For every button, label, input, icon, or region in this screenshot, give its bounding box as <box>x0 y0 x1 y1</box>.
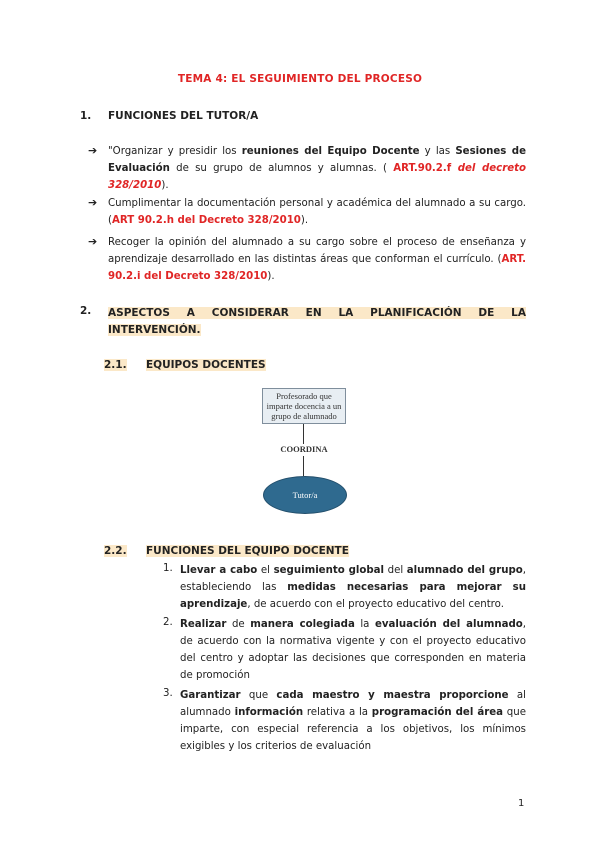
text-run: ART.90.2.f <box>393 163 452 174</box>
diagram-teachers-box: Profesorado que imparte docencia a un grupo de alumnado <box>262 388 346 424</box>
text-run: que imparte, con especial referencia a los objetivos, los mínimos exigibles y los criterios de evaluación <box>180 707 526 752</box>
arrow-bullet-icon: ➔ <box>88 144 98 157</box>
team-function-3 <box>180 687 526 755</box>
text-run: Sesiones de Evaluación <box>108 146 527 174</box>
text-run: manera colegiada <box>250 619 355 630</box>
text-run: ). <box>300 215 309 226</box>
diagram-tutor-ellipse: Tutor/a <box>263 476 347 514</box>
text-run: alumnado del grupo <box>406 565 523 576</box>
item-number: 2. <box>163 617 173 628</box>
text-run: ART. 90.2.i del Decreto 328/2010 <box>108 254 526 282</box>
text-run: Realizar <box>180 619 227 630</box>
text-run: , de acuerdo con la normativa vigente y con el proyecto educativo del centro y adoptar las decisiones que corresponden en materia de promoción <box>180 619 526 681</box>
text-run: Recoger la opinión del alumnado a su cargo sobre el proceso de enseñanza y aprendizaje desarrollado en las distintas áreas que conforman el currículo. ( <box>108 237 526 265</box>
text-run: seguimiento global <box>273 565 385 576</box>
tutor-function-3 <box>108 234 526 285</box>
subsection-2-1-heading: EQUIPOS DOCENTES <box>146 359 266 371</box>
text-run: al alumnado <box>180 690 526 718</box>
text-run: del decreto 328/2010 <box>108 163 526 191</box>
tutor-function-2 <box>108 195 526 229</box>
section-1-number: 1. <box>80 110 92 122</box>
text-run: evaluación del alumnado <box>374 619 523 630</box>
arrow-bullet-icon: ➔ <box>88 235 98 248</box>
team-function-1 <box>180 562 526 613</box>
text-run: ). <box>267 271 275 282</box>
text-run: y las <box>419 146 456 157</box>
team-function-2 <box>180 616 526 684</box>
text-run: del <box>384 565 407 576</box>
subsection-2-1-number: 2.1. <box>104 359 127 371</box>
item-number: 1. <box>163 563 173 574</box>
arrow-bullet-icon: ➔ <box>88 196 98 209</box>
tutor-function-1 <box>108 143 526 194</box>
text-run: Cumplimentar la documentación personal y académica del alumnado a su cargo. ( <box>108 198 526 226</box>
subsection-2-2-number: 2.2. <box>104 545 127 557</box>
diagram-connector-bottom <box>303 456 304 476</box>
text-run: programación del área <box>371 707 504 718</box>
text-run: reuniones del Equipo Docente <box>241 146 420 157</box>
text-run: relativa a la <box>303 707 372 718</box>
document-title: TEMA 4: EL SEGUIMIENTO DEL PROCESO <box>177 73 423 85</box>
text-run: el <box>257 565 274 576</box>
text-run: que <box>240 690 277 701</box>
text-run: Garantizar <box>180 690 241 701</box>
diagram-connector-top <box>303 424 304 444</box>
section-2-heading <box>108 305 526 339</box>
page-number: 1 <box>518 798 525 809</box>
text-run: de <box>226 619 251 630</box>
subsection-2-2-heading: FUNCIONES DEL EQUIPO DOCENTE <box>146 545 349 557</box>
text-run: de su grupo de alumnos y alumnas. ( <box>169 163 394 174</box>
text-run: , de acuerdo con el proyecto educativo del centro. <box>247 599 504 610</box>
text-run: medidas necesarias para mejorar su aprendizaje <box>180 582 526 610</box>
text-run: la <box>354 619 375 630</box>
text-run: ART 90.2.h del Decreto 328/2010 <box>111 215 301 226</box>
text-run: información <box>234 707 304 718</box>
text-run: "Organizar y presidir los <box>108 146 242 157</box>
section-1-heading: FUNCIONES DEL TUTOR/A <box>108 110 259 122</box>
text-run: , estableciendo las <box>180 565 527 593</box>
item-number: 3. <box>163 688 173 699</box>
text-run: ). <box>161 180 169 191</box>
text-run: cada maestro y maestra proporcione <box>276 690 509 701</box>
section-2-number: 2. <box>80 305 92 317</box>
section-2-heading-text: ASPECTOS A CONSIDERAR EN LA PLANIFICACIÓN DE LA INTERVENCIÓN. <box>108 307 526 336</box>
diagram-coordina-label: COORDINA <box>280 444 328 454</box>
text-run: Llevar a cabo <box>180 565 258 576</box>
